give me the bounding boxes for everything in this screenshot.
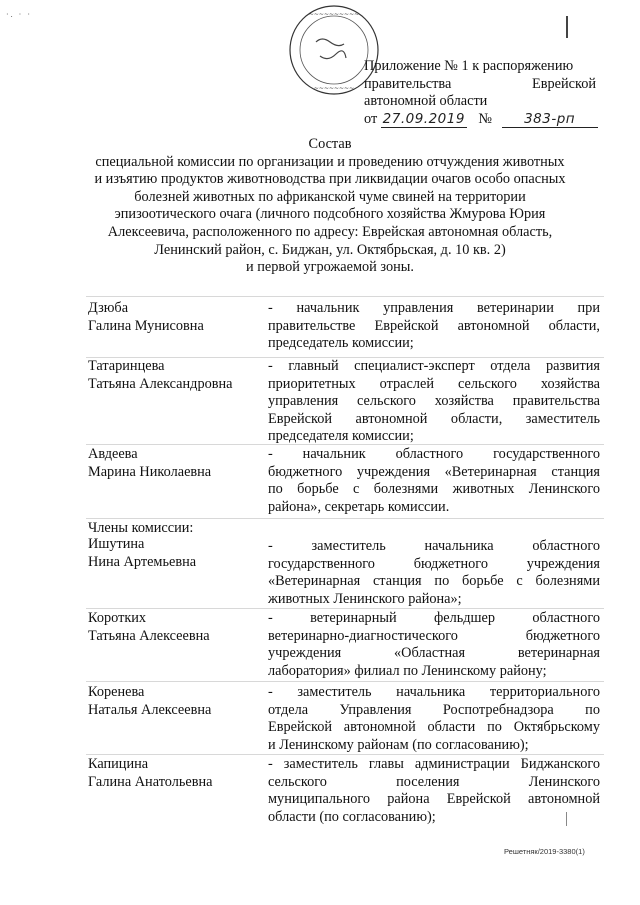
role-line: лаборатория» филиал по Ленинскому району;: [268, 662, 547, 679]
role-line: - начальник областного государственного: [268, 446, 600, 462]
role-line: - ветеринарный фельдшер областного: [268, 610, 600, 626]
annex-line-1: Приложение № 1 к распоряжению: [364, 58, 574, 74]
title-line: и первой угрожаемой зоны.: [246, 259, 414, 276]
order-date-handwritten: 27.09.2019: [382, 110, 465, 127]
order-number-handwritten: 383-рп: [502, 112, 598, 128]
role-line: - заместитель главы администрации Биджанского: [268, 756, 600, 772]
svg-text:~~~~~~~~~~: ~~~~~~~~~~: [308, 11, 360, 18]
number-sign: №: [478, 110, 493, 127]
annex-header: [364, 58, 596, 128]
role-line: муниципального района Еврейской автономной: [268, 791, 600, 808]
role-line: приоритетных отраслей сельского хозяйства: [268, 375, 600, 392]
order-date-number-line: [364, 111, 596, 129]
member-role: [268, 684, 600, 754]
member-surname: Авдеева: [88, 446, 138, 462]
role-line: - главный специалист-эксперт отдела развития: [268, 358, 600, 374]
role-line: района», секретарь комиссии.: [268, 498, 450, 515]
role-line: бюджетного учреждения «Ветеринарная станция: [268, 463, 600, 480]
svg-text:~~~~~~~~: ~~~~~~~~: [313, 85, 355, 92]
member-given-names: Галина Анатольевна: [88, 773, 213, 790]
member-given-names: Марина Николаевна: [88, 463, 212, 480]
member-name: [88, 536, 268, 571]
title-line: Ленинский район, с. Биджан, ул. Октябрьская, д. 10 кв. 2): [154, 241, 506, 258]
role-line: по борьбе с болезнями животных Ленинского: [268, 481, 600, 498]
member-name: [88, 684, 268, 719]
title-line: Состав: [308, 136, 352, 152]
member-name: [88, 300, 268, 335]
role-line: Еврейской автономной области по Октябрьскому: [268, 719, 600, 736]
member-name: [88, 610, 268, 645]
member-name: [88, 446, 268, 481]
document-footer-id: Решетняк/2019-3380(1): [504, 847, 585, 856]
document-title: [40, 136, 620, 277]
member-name: [88, 756, 268, 791]
margin-tick: [566, 812, 567, 826]
role-line: области (по согласованию);: [268, 808, 436, 825]
role-line: управления сельского хозяйства правительства: [268, 393, 600, 410]
member-role: [268, 610, 600, 680]
member-surname: Ишутина: [88, 536, 145, 552]
member-given-names: Татьяна Александровна: [88, 375, 233, 392]
member-surname: Капицина: [88, 756, 149, 772]
member-surname: Коренева: [88, 684, 145, 700]
member-role: [268, 446, 600, 516]
title-line: и изъятию продуктов животноводства при ликвидации очагов особо опасных: [94, 171, 566, 188]
member-surname: Коротких: [88, 610, 147, 626]
role-line: Еврейской автономной области, заместитель: [268, 410, 600, 427]
role-line: ветеринарно-диагностического бюджетного: [268, 627, 600, 644]
row-separator: [86, 518, 604, 519]
row-separator: [86, 754, 604, 755]
member-given-names: Татьяна Алексеевна: [88, 627, 210, 644]
role-line: отдела Управления Роспотребнадзора по: [268, 701, 600, 718]
member-surname: Дзюба: [88, 300, 129, 316]
margin-mark: [566, 16, 568, 38]
members-section-label: Члены комиссии:: [88, 520, 194, 536]
member-given-names: Наталья Алексеевна: [88, 701, 212, 718]
member-role: [268, 300, 600, 353]
role-line: - заместитель начальника территориального: [268, 684, 600, 700]
role-line: учреждения «Областная ветеринарная: [268, 645, 600, 662]
role-line: государственного бюджетного учреждения: [268, 555, 600, 572]
row-separator: [86, 608, 604, 609]
annex-line-2: [364, 76, 596, 94]
member-given-names: Галина Мунисовна: [88, 317, 204, 334]
scan-specks: ·. · ·: [6, 10, 32, 19]
row-separator: [86, 444, 604, 445]
role-line: - начальник управления ветеринарии при: [268, 300, 600, 316]
annex-line-2-right: Еврейской: [532, 75, 596, 92]
member-role: [268, 756, 600, 826]
title-line: эпизоотического очага (личного подсобного хозяйства Жмурова Юрия: [114, 206, 546, 223]
role-line: и Ленинскому районам (по согласованию);: [268, 736, 529, 753]
role-line: - заместитель начальника областного: [268, 538, 600, 554]
role-line: председателя комиссии;: [268, 428, 414, 445]
title-line: специальной комиссии по организации и проведению отчуждения животных: [95, 153, 565, 170]
annex-line-2-left: правительства: [364, 75, 452, 92]
row-separator: [86, 296, 604, 297]
title-line: болезней животных по африканской чуме свиней на территории: [134, 188, 526, 205]
role-line: сельского поселения Ленинского: [268, 773, 600, 790]
role-line: правительстве Еврейской автономной области,: [268, 317, 600, 334]
member-name: [88, 358, 268, 393]
title-line: Алексеевича, расположенного по адресу: Еврейская автономная область,: [107, 223, 553, 240]
role-line: животных Ленинского района»;: [268, 590, 462, 607]
row-separator: [86, 681, 604, 682]
role-line: «Ветеринарная станция по борьбе с болезнями: [268, 573, 600, 590]
member-role: [268, 358, 600, 446]
annex-line-3: автономной области: [364, 93, 488, 110]
member-given-names: Нина Артемьевна: [88, 553, 197, 570]
role-line: председатель комиссии;: [268, 335, 414, 352]
date-prefix: от: [364, 110, 378, 127]
member-surname: Татаринцева: [88, 358, 165, 374]
member-role: [268, 538, 600, 608]
